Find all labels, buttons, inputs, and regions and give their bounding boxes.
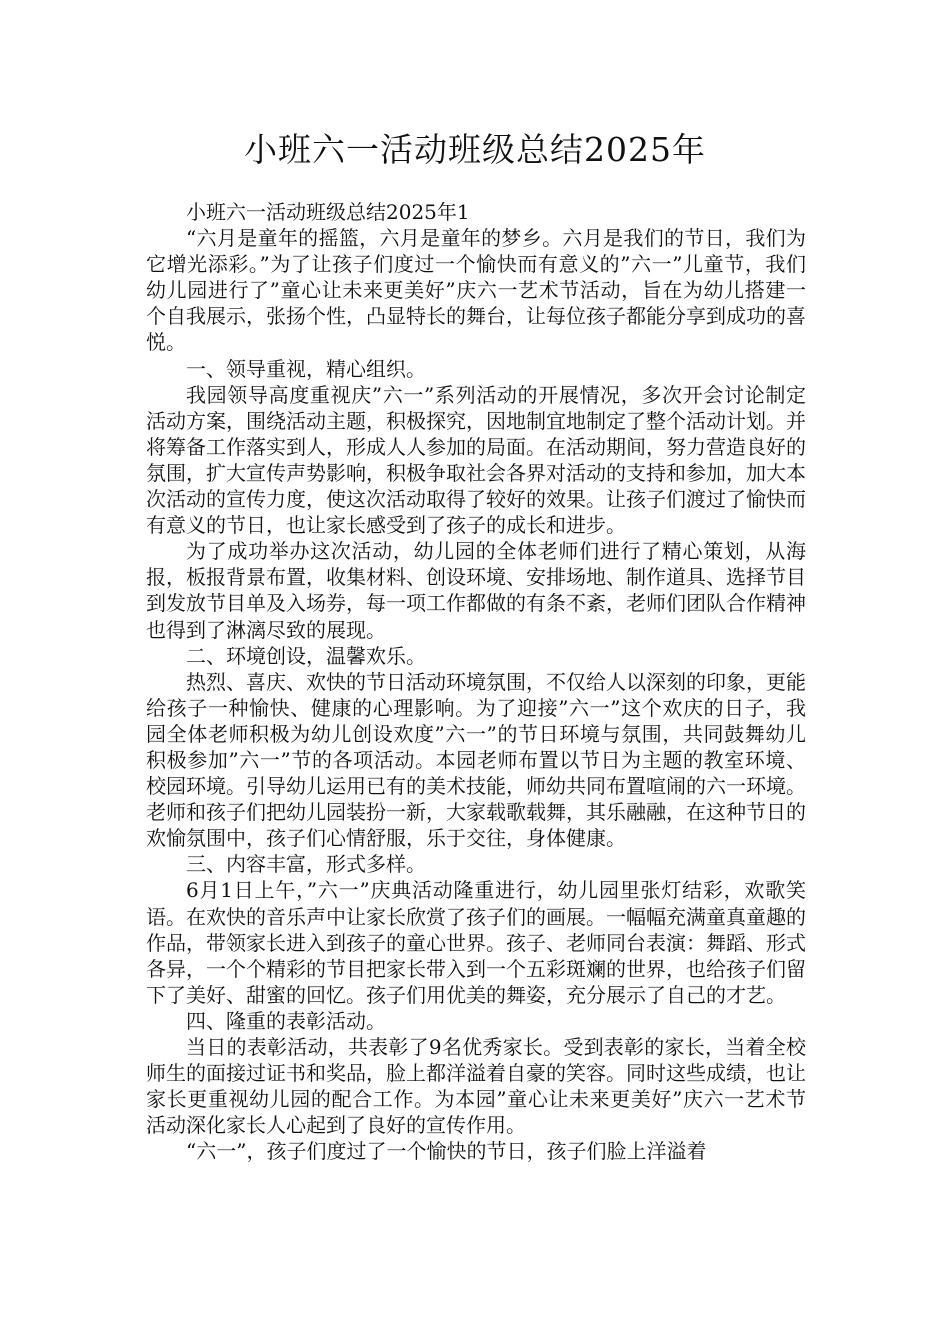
section-heading-2: 二、环境创设，温馨欢乐。	[186, 643, 426, 668]
paragraph-closing: “六一”，孩子们度过了一个愉快的节日，孩子们脸上洋溢着	[186, 1139, 707, 1164]
paragraph-section-2: 热烈、喜庆、欢快的节日活动环境氛围，不仅给人以深刻的印象，更能给孩子一种愉快、健康的心理影响。为了迎接”六一”这个欢庆的日子，我园全体老师积极为幼儿创设欢度”六一”的节日环境与氛围，共同鼓舞幼儿积极参加”六一”节的各项活动。本园老师布置以节日为主题的教室环境、校园环境。引导幼儿运用已有的美术技能，师幼共同布置喧闹的六一环境。老师和孩子们把幼儿园装扮一新，大家载歌载舞，其乐融融，在这种节日的欢愉氛围中，孩子们心情舒服，乐于交往，身体健康。	[146, 669, 806, 851]
section-heading-1: 一、领导重视，精心组织。	[186, 356, 426, 381]
paragraph-section-1a: 我园领导高度重视庆”六一”系列活动的开展情况，多次开会讨论制定活动方案，围绕活动主题，积极探究，因地制宜地制定了整个活动计划。并将筹备工作落实到人，形成人人参加的局面。在活动期间，努力营造良好的氛围，扩大宣传声势影响，积极争取社会各界对活动的支持和参加，加大本次活动的宣传力度，使这次活动取得了较好的效果。让孩子们渡过了愉快而有意义的节日，也让家长感受到了孩子的成长和进步。	[146, 382, 806, 538]
paragraph-section-4: 当日的表彰活动，共表彰了9名优秀家长。受到表彰的家长，当着全校师生的面接过证书和奖品，脸上都洋溢着自豪的笑容。同时这些成绩，也让家长更重视幼儿园的配合工作。为本园”童心让未来更美好”庆六一艺术节活动深化家长人心起到了良好的宣传作用。	[146, 1035, 806, 1138]
paragraph-intro: “六月是童年的摇篮，六月是童年的梦乡。六月是我们的节日，我们为它增光添彩。”为了让孩子们度过一个愉快而有意义的”六一”儿童节，我们幼儿园进行了”童心让未来更美好”庆六一艺术节活动，旨在为幼儿搭建一个自我展示，张扬个性，凸显特长的舞台，让每位孩子都能分享到成功的喜悦。	[146, 226, 806, 355]
paragraph-section-3: 6月1日上午，”六一”庆典活动隆重进行，幼儿园里张灯结彩，欢歌笑语。在欢快的音乐声中让家长欣赏了孩子们的画展。一幅幅充满童真童趣的作品，带领家长进入到孩子的童心世界。孩子、老师同台表演：舞蹈、形式各异，一个个精彩的节目把家长带入到一个五彩斑斓的世界，也给孩子们留下了美好、甜蜜的回忆。孩子们用优美的舞姿，充分展示了自己的才艺。	[146, 878, 806, 1007]
paragraph-subtitle: 小班六一活动班级总结2025年1	[186, 200, 470, 224]
paragraph-section-1b: 为了成功举办这次活动，幼儿园的全体老师们进行了精心策划，从海报，板报背景布置，收集材料、创设环境、安排场地、制作道具、选择节目到发放节目单及入场券，每一项工作都做的有条不紊，老师们团队合作精神也得到了淋漓尽致的展现。	[146, 539, 806, 642]
section-heading-3: 三、内容丰富，形式多样。	[186, 852, 426, 877]
document-body	[146, 199, 806, 1164]
document-title: 小班六一活动班级总结2025年	[244, 130, 706, 169]
section-heading-4: 四、隆重的表彰活动。	[186, 1008, 386, 1033]
